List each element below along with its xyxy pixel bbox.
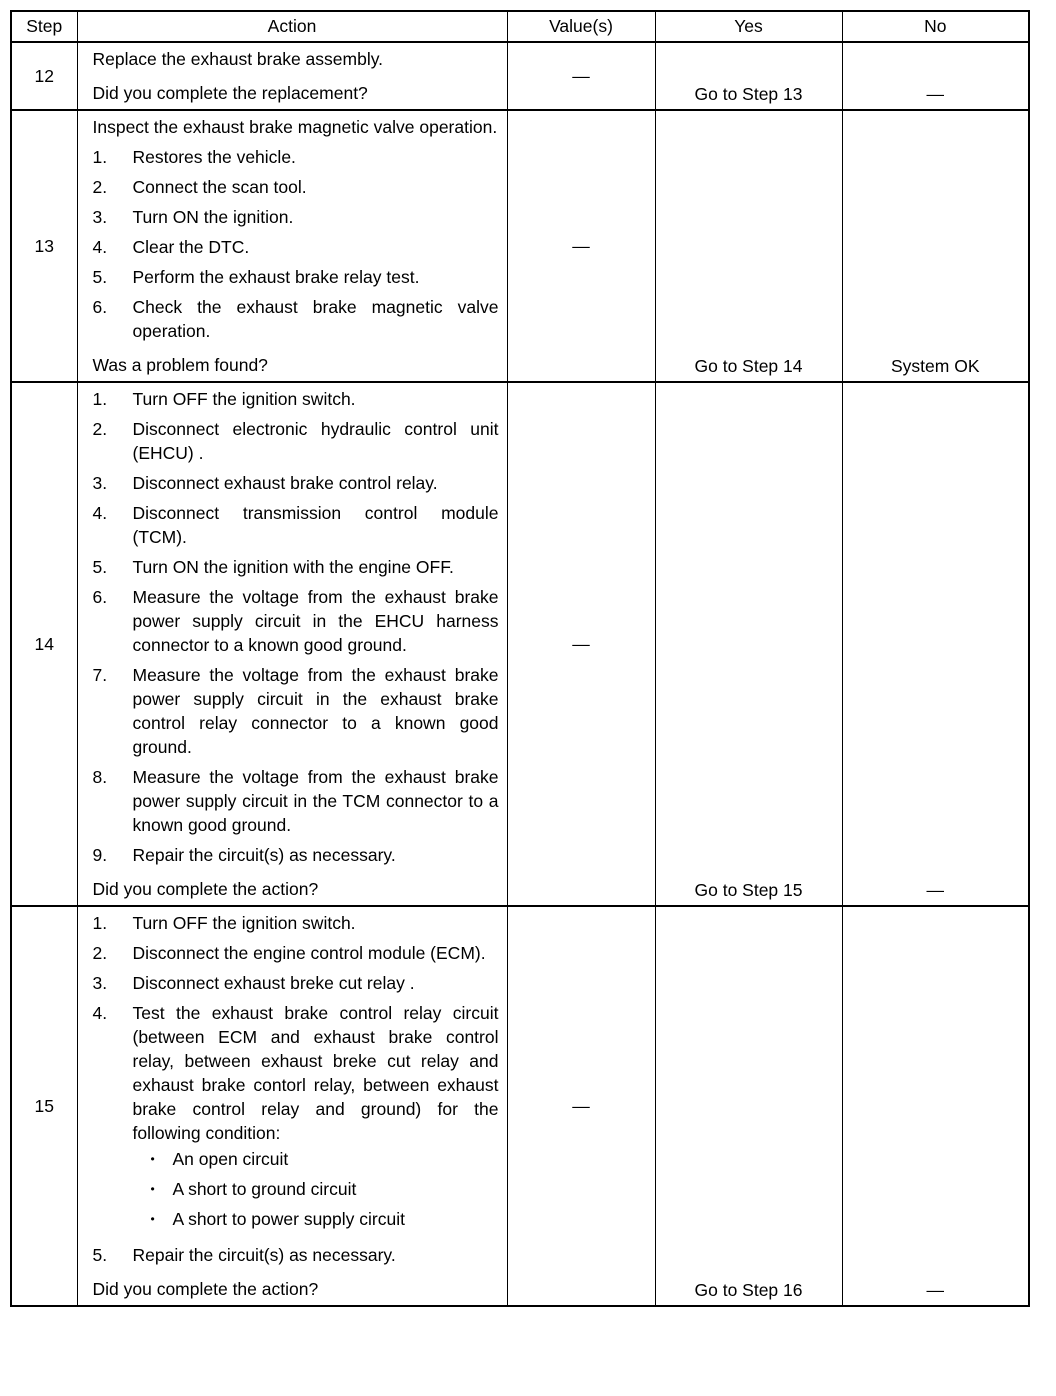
action-item-number: 7. xyxy=(92,665,108,685)
bullet-icon: • xyxy=(150,1152,155,1166)
yes-cell: Go to Step 16 xyxy=(655,906,842,1306)
action-item-number: 1. xyxy=(92,389,108,409)
action-item-text: Disconnect exhaust brake control relay. xyxy=(132,473,438,493)
action-item-body xyxy=(133,387,499,411)
action-item-number: 4. xyxy=(92,503,108,523)
action-item-body xyxy=(133,585,499,657)
action-item-text: Measure the voltage from the exhaust brake power supply circuit in the exhaust brake control relay connector to a known good ground. xyxy=(132,665,499,757)
action-item xyxy=(93,843,499,867)
action-item-number: 5. xyxy=(92,557,108,577)
bullet-icon: • xyxy=(150,1182,155,1196)
table-row xyxy=(11,906,1029,1306)
action-list xyxy=(93,145,499,343)
action-item-number: 4. xyxy=(92,1003,108,1023)
header-row xyxy=(11,11,1029,42)
header-yes: Yes xyxy=(655,11,842,42)
action-item-number: 5. xyxy=(92,267,108,287)
action-list xyxy=(93,387,499,867)
action-item-body xyxy=(133,1243,499,1267)
action-item-text: Disconnect electronic hydraulic control unit (EHCU) . xyxy=(132,419,499,463)
action-item-text: Check the exhaust brake magnetic valve operation. xyxy=(132,297,499,341)
value-cell: — xyxy=(507,906,655,1306)
action-intro: Replace the exhaust brake assembly. xyxy=(92,49,384,69)
condition-item xyxy=(151,1177,499,1201)
action-item-text: Turn ON the ignition. xyxy=(132,207,294,227)
no-cell: — xyxy=(842,382,1029,906)
action-item xyxy=(93,585,499,657)
condition-text: An open circuit xyxy=(172,1149,289,1169)
action-item-body xyxy=(133,843,499,867)
action-item-text: Turn ON the ignition with the engine OFF. xyxy=(132,557,454,577)
action-item-text: Clear the DTC. xyxy=(132,237,250,257)
no-cell: — xyxy=(842,906,1029,1306)
action-item xyxy=(93,145,499,169)
condition-text: A short to ground circuit xyxy=(172,1179,357,1199)
action-item-text: Restores the vehicle. xyxy=(132,147,296,167)
yes-cell: Go to Step 15 xyxy=(655,382,842,906)
action-item-number: 2. xyxy=(92,943,108,963)
step-number: 15 xyxy=(11,906,77,1306)
table-row xyxy=(11,42,1029,110)
action-item-text: Disconnect the engine control module (ECM). xyxy=(132,943,486,963)
action-item-number: 8. xyxy=(92,767,108,787)
action-item xyxy=(93,417,499,465)
action-item xyxy=(93,471,499,495)
action-item xyxy=(93,295,499,343)
action-item xyxy=(93,235,499,259)
header-values: Value(s) xyxy=(507,11,655,42)
action-item xyxy=(93,911,499,935)
action-item-body xyxy=(133,765,499,837)
action-item-number: 5. xyxy=(92,1245,108,1265)
action-item-number: 4. xyxy=(92,237,108,257)
condition-item xyxy=(151,1207,499,1231)
yes-cell: Go to Step 13 xyxy=(655,42,842,110)
action-item xyxy=(93,175,499,199)
action-item-number: 3. xyxy=(92,207,108,227)
action-item xyxy=(93,765,499,837)
action-item-text: Measure the voltage from the exhaust brake power supply circuit in the TCM connector to a known good ground. xyxy=(132,767,499,835)
action-item-number: 9. xyxy=(92,845,108,865)
action-item-number: 2. xyxy=(92,419,108,439)
action-question: Did you complete the replacement? xyxy=(92,83,368,103)
value-cell: — xyxy=(507,110,655,382)
action-item-body xyxy=(133,911,499,935)
action-item-number: 1. xyxy=(92,913,108,933)
table-row xyxy=(11,382,1029,906)
action-intro: Inspect the exhaust brake magnetic valve operation. xyxy=(92,117,498,137)
action-item-body xyxy=(133,501,499,549)
action-item-number: 6. xyxy=(92,297,108,317)
action-item-text: Measure the voltage from the exhaust brake power supply circuit in the EHCU harness connector to a known good ground. xyxy=(132,587,499,655)
condition-list xyxy=(133,1147,499,1231)
action-item-text: Repair the circuit(s) as necessary. xyxy=(132,845,396,865)
action-item-text: Connect the scan tool. xyxy=(132,177,307,197)
condition-item xyxy=(151,1147,499,1171)
action-item-number: 6. xyxy=(92,587,108,607)
action-item xyxy=(93,205,499,229)
action-item-number: 3. xyxy=(92,473,108,493)
action-item-body xyxy=(133,971,499,995)
table-row xyxy=(11,110,1029,382)
action-item-number: 1. xyxy=(92,147,108,167)
action-cell xyxy=(77,382,507,906)
header-step: Step xyxy=(11,11,77,42)
action-item xyxy=(93,663,499,759)
action-item-text: Turn OFF the ignition switch. xyxy=(132,389,356,409)
diagnostic-table xyxy=(10,10,1030,1307)
action-cell xyxy=(77,110,507,382)
action-item-body xyxy=(133,471,499,495)
yes-cell: Go to Step 14 xyxy=(655,110,842,382)
action-item xyxy=(93,971,499,995)
action-item-text: Perform the exhaust brake relay test. xyxy=(132,267,420,287)
action-item xyxy=(93,1001,499,1237)
action-item-body xyxy=(133,555,499,579)
action-item xyxy=(93,555,499,579)
action-item-body xyxy=(133,1001,499,1237)
header-no: No xyxy=(842,11,1029,42)
action-item-text: Disconnect exhaust breke cut relay . xyxy=(132,973,415,993)
action-item-text: Test the exhaust brake control relay circuit (between ECM and exhaust brake control relay, between exhaust breke cut relay and exhaust brake contorl relay, between exhaust brake control relay and ground) for the following condition: xyxy=(132,1003,499,1143)
condition-text: A short to power supply circuit xyxy=(172,1209,405,1229)
action-item-body xyxy=(133,663,499,759)
action-question: Did you complete the action? xyxy=(92,879,319,899)
action-item-number: 3. xyxy=(92,973,108,993)
step-number: 13 xyxy=(11,110,77,382)
action-item xyxy=(93,501,499,549)
action-item-number: 2. xyxy=(92,177,108,197)
action-item xyxy=(93,265,499,289)
action-item-body xyxy=(133,205,499,229)
step-number: 12 xyxy=(11,42,77,110)
action-item-body xyxy=(133,235,499,259)
no-cell: — xyxy=(842,42,1029,110)
action-item-body xyxy=(133,295,499,343)
action-item xyxy=(93,387,499,411)
no-cell: System OK xyxy=(842,110,1029,382)
header-action: Action xyxy=(77,11,507,42)
value-cell: — xyxy=(507,382,655,906)
action-item-body xyxy=(133,265,499,289)
action-item-body xyxy=(133,175,499,199)
action-question: Was a problem found? xyxy=(92,355,268,375)
action-cell xyxy=(77,42,507,110)
value-cell: — xyxy=(507,42,655,110)
action-item-text: Repair the circuit(s) as necessary. xyxy=(132,1245,396,1265)
action-list xyxy=(93,911,499,1267)
action-item-body xyxy=(133,941,499,965)
action-cell xyxy=(77,906,507,1306)
action-item-body xyxy=(133,417,499,465)
step-number: 14 xyxy=(11,382,77,906)
action-item-body xyxy=(133,145,499,169)
bullet-icon: • xyxy=(150,1212,155,1226)
action-item xyxy=(93,1243,499,1267)
action-item-text: Turn OFF the ignition switch. xyxy=(132,913,356,933)
action-item xyxy=(93,941,499,965)
action-item-text: Disconnect transmission control module (TCM). xyxy=(132,503,499,547)
action-question: Did you complete the action? xyxy=(92,1279,319,1299)
